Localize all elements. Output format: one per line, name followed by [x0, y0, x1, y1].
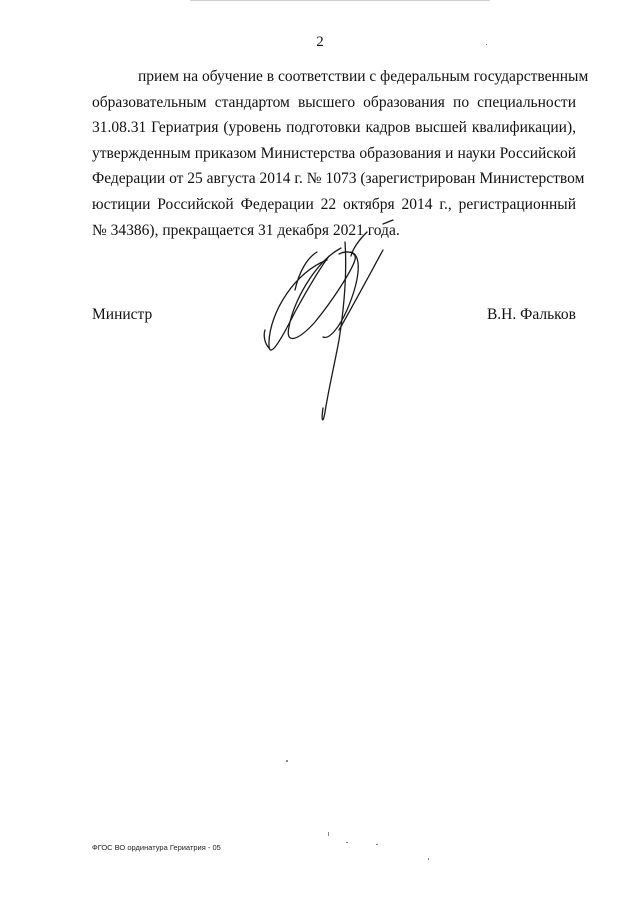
- handwritten-signature: [255, 212, 415, 432]
- body-line: Федерации от 25 августа 2014 г. № 1073 (зарегистрирован Министерством: [92, 170, 585, 188]
- scan-speck: [428, 858, 429, 860]
- body-line: юстиции Российской Федерации 22 октября 2014 г., регистрационный: [92, 195, 576, 213]
- scan-speck: [346, 842, 348, 843]
- scan-speck: [286, 760, 288, 762]
- footer-document-code: ФГОС ВО ординатура Гериатрия - 05: [92, 843, 221, 852]
- scan-speck: [328, 832, 329, 836]
- body-line: прием на обучение в соответствии с федеральным государственным: [138, 68, 589, 85]
- body-line: утвержденным приказом Министерства образования и науки Российской: [92, 144, 576, 162]
- scan-speck: [376, 844, 378, 845]
- signatory-name: В.Н. Фальков: [486, 306, 576, 323]
- scan-speck: [486, 44, 487, 45]
- body-line: № 34386), прекращается 31 декабря 2021 года.: [92, 221, 400, 239]
- top-border-line: [190, 0, 490, 1]
- body-line: 31.08.31 Гериатрия (уровень подготовки кадров высшей квалификации),: [92, 119, 576, 137]
- body-line: образовательным стандартом высшего образования по специальности: [92, 93, 576, 111]
- page-number: 2: [316, 34, 324, 50]
- signatory-title: Министр: [92, 306, 153, 323]
